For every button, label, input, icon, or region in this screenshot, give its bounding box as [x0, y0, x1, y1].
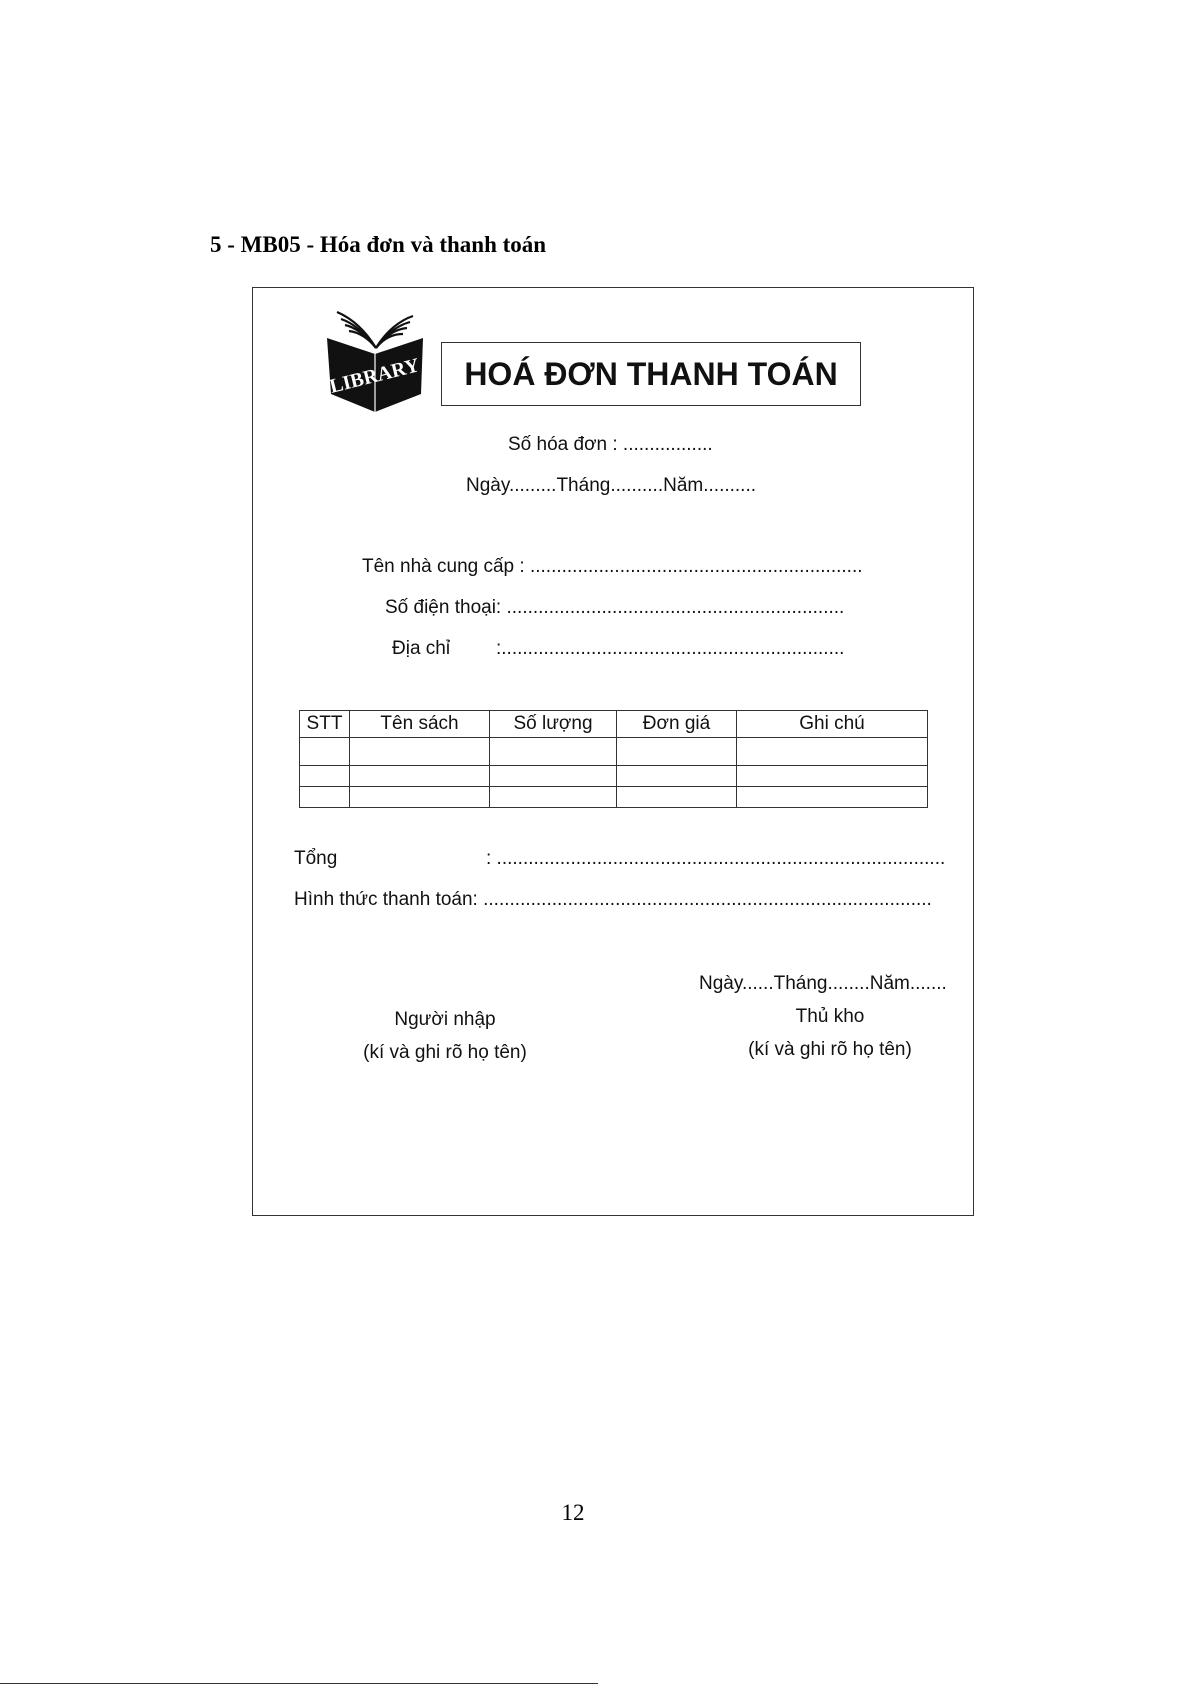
table-row: [300, 766, 928, 787]
table-cell: [617, 738, 737, 766]
table-cell: [617, 766, 737, 787]
items-table: [299, 710, 928, 808]
right-signer-note: (kí và ghi rõ họ tên): [748, 1039, 912, 1060]
supplier-phone-line: Số điện thoại: ................................................................: [385, 597, 845, 618]
supplier-address-label: Địa chỉ: [392, 638, 451, 659]
table-cell: [490, 787, 617, 808]
col-header-stt: STT: [300, 711, 350, 738]
table-cell: [300, 787, 350, 808]
section-heading: 5 - MB05 - Hóa đơn và thanh toán: [210, 232, 547, 257]
supplier-name-line: Tên nhà cung cấp : ...............................................................: [362, 556, 863, 577]
table-header-row: [300, 711, 928, 738]
signature-date-line: Ngày......Tháng........Năm.......: [699, 973, 947, 994]
table-cell: [737, 787, 928, 808]
invoice-number-line: Số hóa đơn : .................: [508, 434, 713, 455]
page-number: 12: [561, 1500, 585, 1525]
total-value: : .....................................................................................: [486, 848, 946, 869]
col-header-note: Ghi chú: [737, 711, 928, 738]
right-signer-role: Thủ kho: [795, 1006, 865, 1027]
left-signer-role: Người nhập: [394, 1009, 496, 1030]
left-signer-note: (kí và ghi rõ họ tên): [363, 1042, 527, 1063]
table-cell: [350, 738, 490, 766]
col-header-book-title: Tên sách: [350, 711, 490, 738]
table-cell: [350, 766, 490, 787]
total-label: Tổng: [294, 848, 338, 869]
supplier-address-value: :.................................................................: [496, 638, 845, 659]
payment-method-line: Hình thức thanh toán: .....................................................................................: [294, 889, 932, 910]
footer-rule: [0, 1683, 598, 1684]
table-cell: [350, 787, 490, 808]
table-row: [300, 787, 928, 808]
logo-text: LIBRARY: [327, 354, 422, 398]
table-cell: [737, 738, 928, 766]
table-cell: [490, 766, 617, 787]
table-cell: [300, 738, 350, 766]
table-cell: [490, 738, 617, 766]
table-cell: [737, 766, 928, 787]
invoice-date-line: Ngày.........Tháng..........Năm..........: [466, 475, 757, 496]
col-header-unit-price: Đơn giá: [617, 711, 737, 738]
table-row: [300, 738, 928, 766]
library-book-logo: [325, 308, 427, 414]
table-cell: [617, 787, 737, 808]
table-cell: [300, 766, 350, 787]
col-header-quantity: Số lượng: [490, 711, 617, 738]
form-title: HOÁ ĐƠN THANH TOÁN: [441, 342, 861, 406]
